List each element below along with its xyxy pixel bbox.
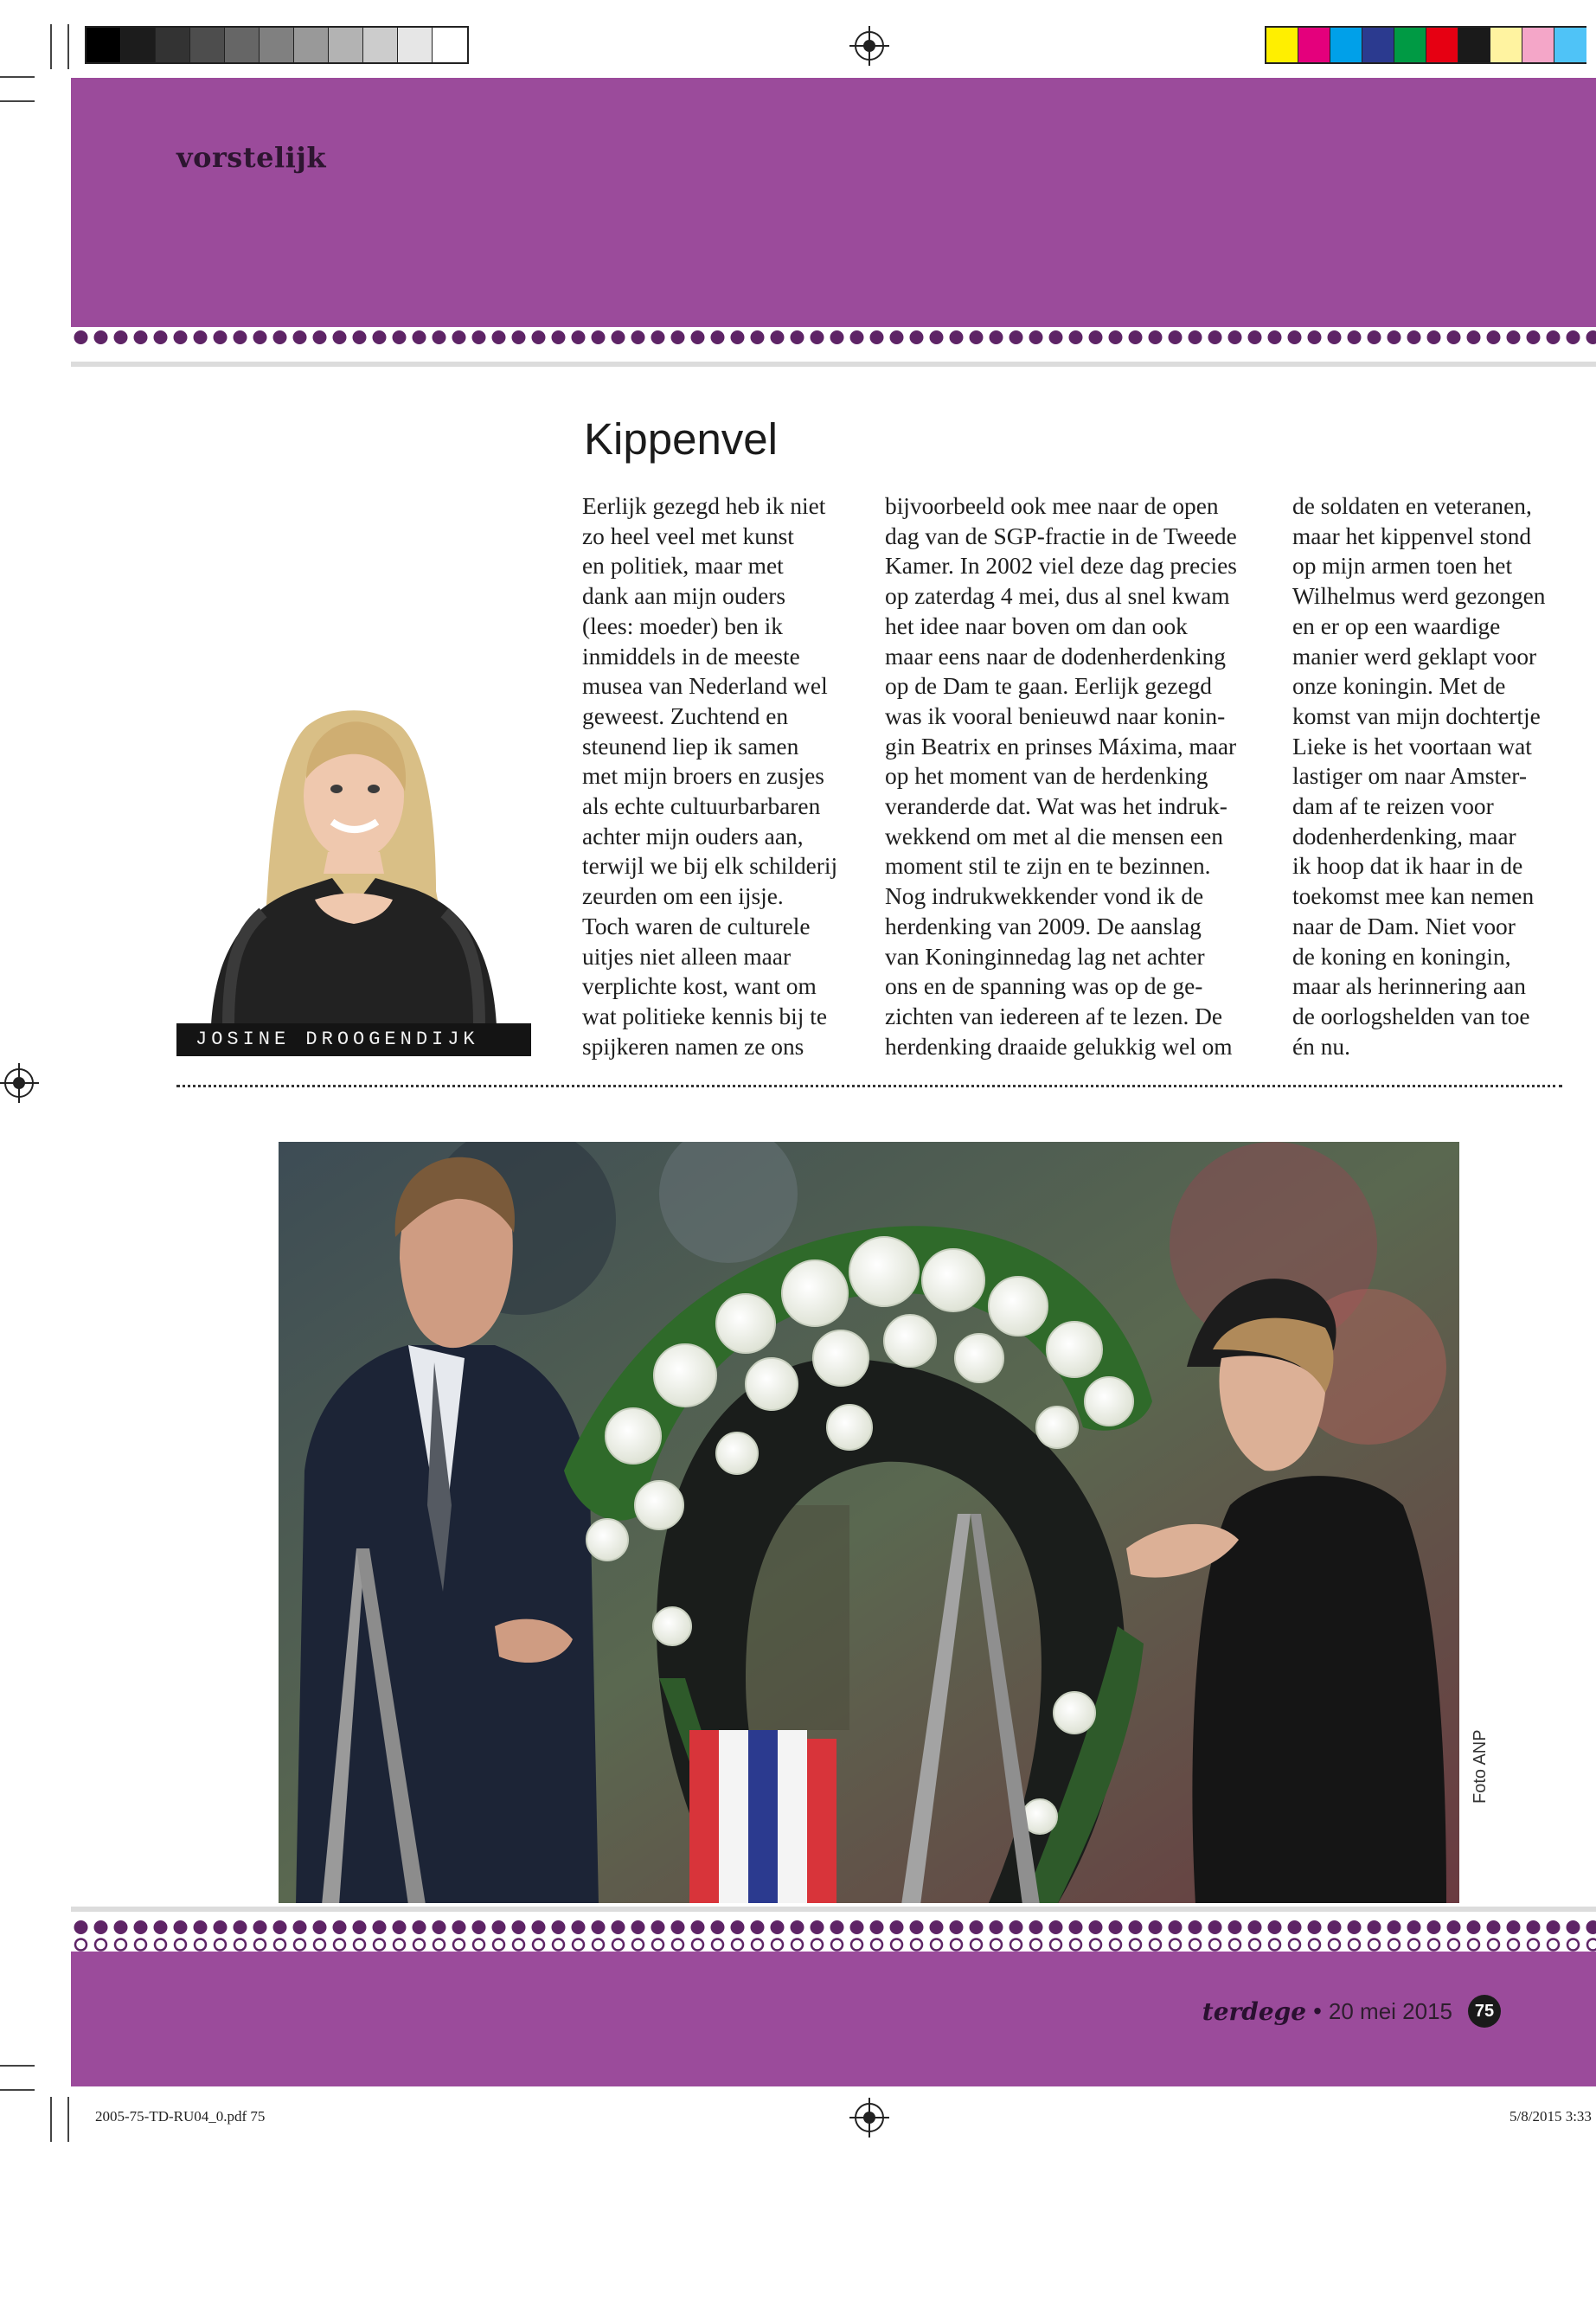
author-name-caption: JOSINE DROOGENDIJK [176, 1023, 531, 1056]
color-swatch [363, 28, 398, 62]
color-swatch [156, 28, 190, 62]
article-line: Wilhelmus werd gezongen [1292, 583, 1546, 610]
wreath-laying-photo [279, 1142, 1459, 1905]
author-portrait [176, 692, 531, 1025]
article-line: met mijn broers en zusjes [582, 763, 824, 790]
article-line: musea van Nederland wel [582, 673, 828, 700]
article-line: dam af te reizen voor [1292, 793, 1494, 820]
article-column-2 [885, 491, 1266, 1061]
photo-credit: Foto ANP [1471, 1729, 1490, 1804]
article-line: de soldaten en veteranen, [1292, 493, 1532, 519]
article-line: Toch waren de culturele [582, 913, 811, 939]
color-swatch [121, 28, 156, 62]
article-line: ik hoop dat ik haar in de [1292, 853, 1523, 880]
article-line: was ik vooral benieuwd naar konin- [885, 702, 1226, 729]
article-line: achter mijn ouders aan, [582, 823, 804, 849]
color-swatch [1490, 28, 1522, 62]
article-line: op het moment van de herdenking [885, 763, 1208, 790]
article-line: Lieke is het voortaan wat [1292, 733, 1532, 760]
article-line: de oorlogshelden van toe [1292, 1003, 1530, 1029]
crop-mark [0, 2065, 35, 2067]
article-line: moment stil te zijn en te bezinnen. [885, 853, 1211, 880]
article-line: lastiger om naar Amster- [1292, 763, 1527, 790]
article-line: op zaterdag 4 mei, dus al snel kwam [885, 583, 1230, 610]
process-color-bar [1265, 26, 1586, 64]
article-line: gin Beatrix en prinses Máxima, maar [885, 733, 1237, 760]
article-line: Eerlijk gezegd heb ik niet [582, 493, 826, 519]
article-line: maar het kippenvel stond [1292, 522, 1532, 549]
article-line: (lees: moeder) ben ik [582, 612, 783, 639]
footer-separator: • [1313, 1997, 1322, 2024]
article-line: en er op een waardige [1292, 612, 1501, 639]
article-line: veranderde dat. Wat was het indruk- [885, 793, 1227, 820]
article-line: wekkend om met al die mensen een [885, 823, 1223, 849]
color-swatch [1330, 28, 1362, 62]
article-line: spijkeren namen ze ons [582, 1033, 804, 1060]
color-swatch [398, 28, 433, 62]
article-title: Kippenvel [584, 414, 778, 464]
color-swatch [433, 28, 467, 62]
article-line: herdenking draaide gelukkig wel om [885, 1033, 1233, 1060]
footer-brand [1202, 1995, 1501, 2028]
crop-mark [50, 24, 52, 69]
issue-date: 20 mei 2015 [1328, 1997, 1452, 2024]
color-swatch [1298, 28, 1330, 62]
print-slug-timestamp: 5/8/2015 3:33 [1509, 2108, 1592, 2125]
article-line: maar eens naar de dodenherdenking [885, 643, 1226, 670]
color-swatch [329, 28, 363, 62]
article-line: naar de Dam. Niet voor [1292, 913, 1516, 939]
article-line: zo heel veel met kunst [582, 522, 794, 549]
article-line: als echte cultuurbarbaren [582, 793, 821, 820]
registration-mark-icon [855, 2103, 884, 2132]
article-line: terwijl we bij elk schilderij [582, 853, 838, 880]
color-swatch [1362, 28, 1394, 62]
article-line: wat politieke kennis bij te [582, 1003, 827, 1029]
article-line: de koning en koningin, [1292, 943, 1511, 970]
crop-mark [67, 24, 69, 69]
article-line: maar als herinnering aan [1292, 973, 1526, 1000]
article-line: het idee naar boven om dan ook [885, 612, 1188, 639]
article-line: geweest. Zuchtend en [582, 702, 789, 729]
color-swatch [87, 28, 121, 62]
crop-mark [0, 2089, 35, 2091]
article-line: verplichte kost, want om [582, 973, 817, 1000]
article-line: ons en de spanning was op de ge- [885, 973, 1203, 1000]
crop-mark [0, 100, 35, 102]
section-label: vorstelijk [176, 141, 327, 174]
color-swatch [225, 28, 260, 62]
article-line: herdenking van 2009. De aanslag [885, 913, 1202, 939]
page-number: 75 [1468, 1995, 1501, 2028]
article-line: op de Dam te gaan. Eerlijk gezegd [885, 673, 1212, 700]
article-line: zichten van iedereen af te lezen. De [885, 1003, 1223, 1029]
color-swatch [1394, 28, 1426, 62]
article-line: én nu. [1292, 1033, 1350, 1060]
article-line: inmiddels in de meeste [582, 643, 800, 670]
article-line: toekomst mee kan nemen [1292, 883, 1535, 910]
color-swatch [260, 28, 294, 62]
print-slug-file: 2005-75-TD-RU04_0.pdf 75 [95, 2108, 266, 2125]
dotted-divider [176, 1085, 1562, 1087]
color-swatch [190, 28, 225, 62]
article-line: op mijn armen toen het [1292, 553, 1513, 580]
color-swatch [1522, 28, 1554, 62]
lace-border-top [71, 310, 1596, 372]
article-line: dank aan mijn ouders [582, 583, 786, 610]
article-line: Nog indrukwekkender vond ik de [885, 883, 1204, 910]
article-column-3 [1292, 491, 1578, 1061]
article-line: en politiek, maar met [582, 553, 784, 580]
color-swatch [1426, 28, 1458, 62]
crop-mark [50, 2097, 52, 2142]
color-swatch [1554, 28, 1586, 62]
article-line: Kamer. In 2002 viel deze dag precies [885, 553, 1237, 580]
magazine-brand: terdege [1202, 1997, 1307, 2026]
article-line: uitjes niet alleen maar [582, 943, 792, 970]
article-line: steunend liep ik samen [582, 733, 799, 760]
article-line: dodenherdenking, maar [1292, 823, 1516, 849]
color-swatch [1458, 28, 1490, 62]
color-swatch [1266, 28, 1298, 62]
crop-mark [0, 76, 35, 78]
article-line: onze koningin. Met de [1292, 673, 1506, 700]
color-swatch [294, 28, 329, 62]
article-line: van Koninginnedag lag net achter [885, 943, 1205, 970]
crop-mark [67, 2097, 69, 2142]
article-line: manier werd geklapt voor [1292, 643, 1537, 670]
article-column-1 [582, 491, 868, 1061]
grayscale-color-bar [85, 26, 469, 64]
lace-border-bottom [71, 1903, 1596, 1957]
article-line: bijvoorbeeld ook mee naar de open [885, 493, 1219, 519]
article-line: zeurden om een ijsje. [582, 883, 784, 910]
article-line: dag van de SGP-fractie in de Tweede [885, 522, 1237, 549]
article-line: komst van mijn dochtertje [1292, 702, 1541, 729]
registration-mark-icon [4, 1068, 34, 1098]
registration-mark-icon [855, 31, 884, 61]
header-band [71, 78, 1596, 311]
